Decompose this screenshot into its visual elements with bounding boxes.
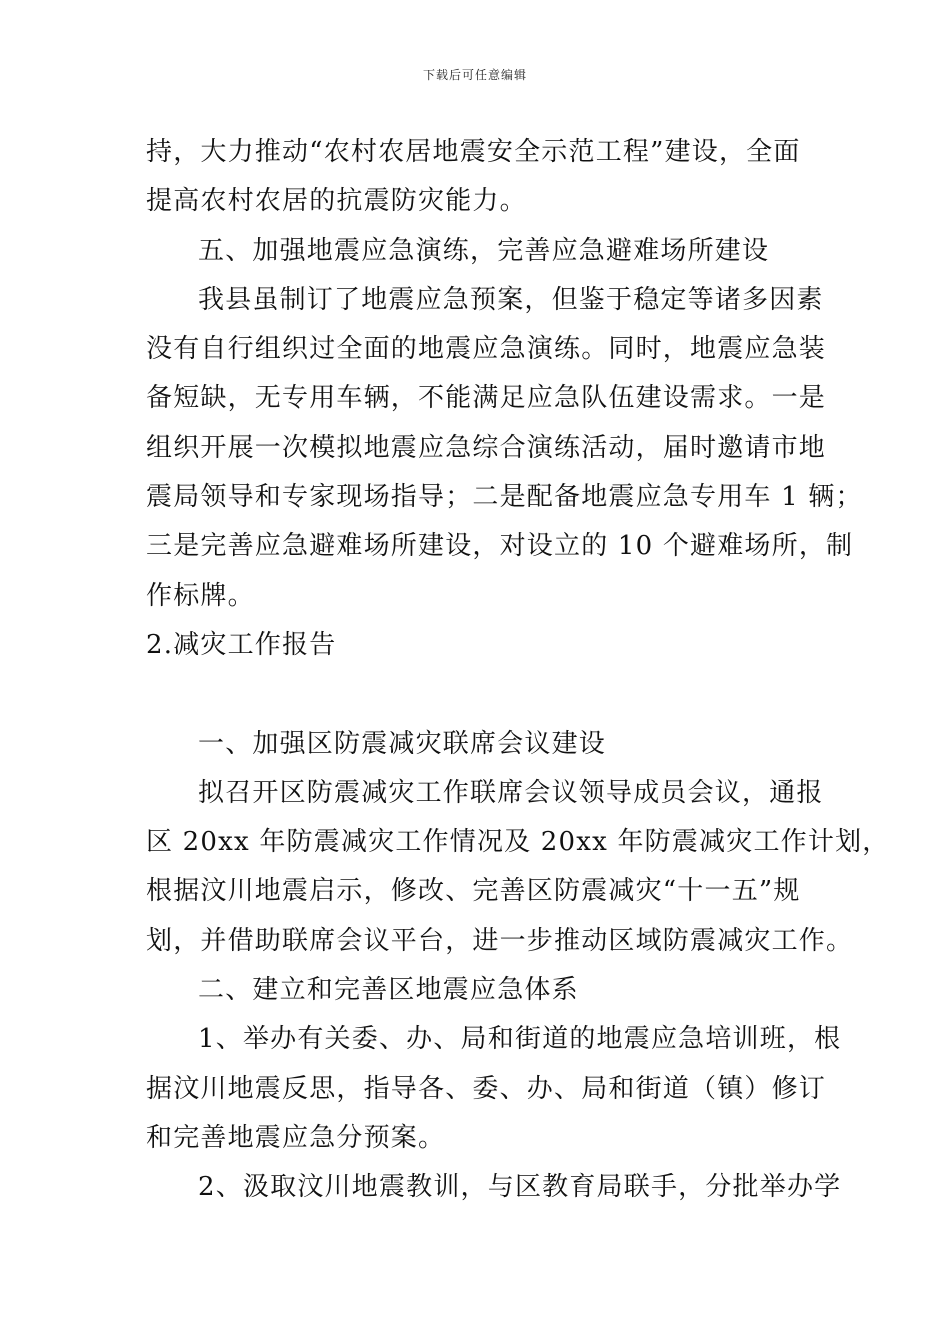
text-line: 我县虽制订了地震应急预案，但鉴于稳定等诸多因素 [198, 284, 824, 315]
page-header-note: 下载后可任意编辑 [422, 68, 527, 82]
text-line: 没有自行组织过全面的地震应急演练。同时，地震应急装 [146, 334, 827, 365]
text-line: 和完善地震应急分预案。 [146, 1122, 446, 1153]
text-line: 作标牌。 [146, 580, 255, 611]
text-line: 2、汲取汶川地震教训，与区教育局联手，分批举办学 [198, 1172, 842, 1203]
text-line: 二、建立和完善区地震应急体系 [198, 975, 579, 1006]
text-line: 提高农村农居的抗震防灾能力。 [146, 186, 527, 217]
text-line: 震局领导和专家现场指导；二是配备地震应急专用车 1 辆； [146, 482, 863, 513]
text-line: 根据汶川地震启示，修改、完善区防震减灾“十一五”规 [146, 876, 801, 907]
text-line: 持，大力推动“农村农居地震安全示范工程”建设，全面 [146, 137, 801, 167]
text-line: 拟召开区防震减灾工作联席会议领导成员会议，通报 [198, 777, 824, 808]
text-line: 区 20xx 年防震减灾工作情况及 20xx 年防震减灾工作计划， [146, 827, 890, 858]
text-line: 五、加强地震应急演练，完善应急避难场所建设 [198, 235, 770, 266]
text-line: 组织开展一次模拟地震应急综合演练活动，届时邀请市地 [146, 432, 827, 463]
text-line: 三是完善应急避难场所建设，对设立的 10 个避难场所，制 [146, 531, 854, 562]
text-line: 一、加强区防震减灾联席会议建设 [198, 728, 607, 759]
text-line: 划，并借助联席会议平台，进一步推动区域防震减灾工作。 [146, 925, 854, 956]
text-line: 1、举办有关委、办、局和街道的地震应急培训班，根 [198, 1024, 842, 1055]
text-line [146, 670, 808, 719]
document-body [146, 128, 890, 1213]
text-line: 备短缺，无专用车辆，不能满足应急队伍建设需求。一是 [146, 383, 827, 414]
text-line: 据汶川地震反思，指导各、委、办、局和街道（镇）修订 [146, 1073, 827, 1104]
text-line: 2.减灾工作报告 [146, 629, 337, 660]
